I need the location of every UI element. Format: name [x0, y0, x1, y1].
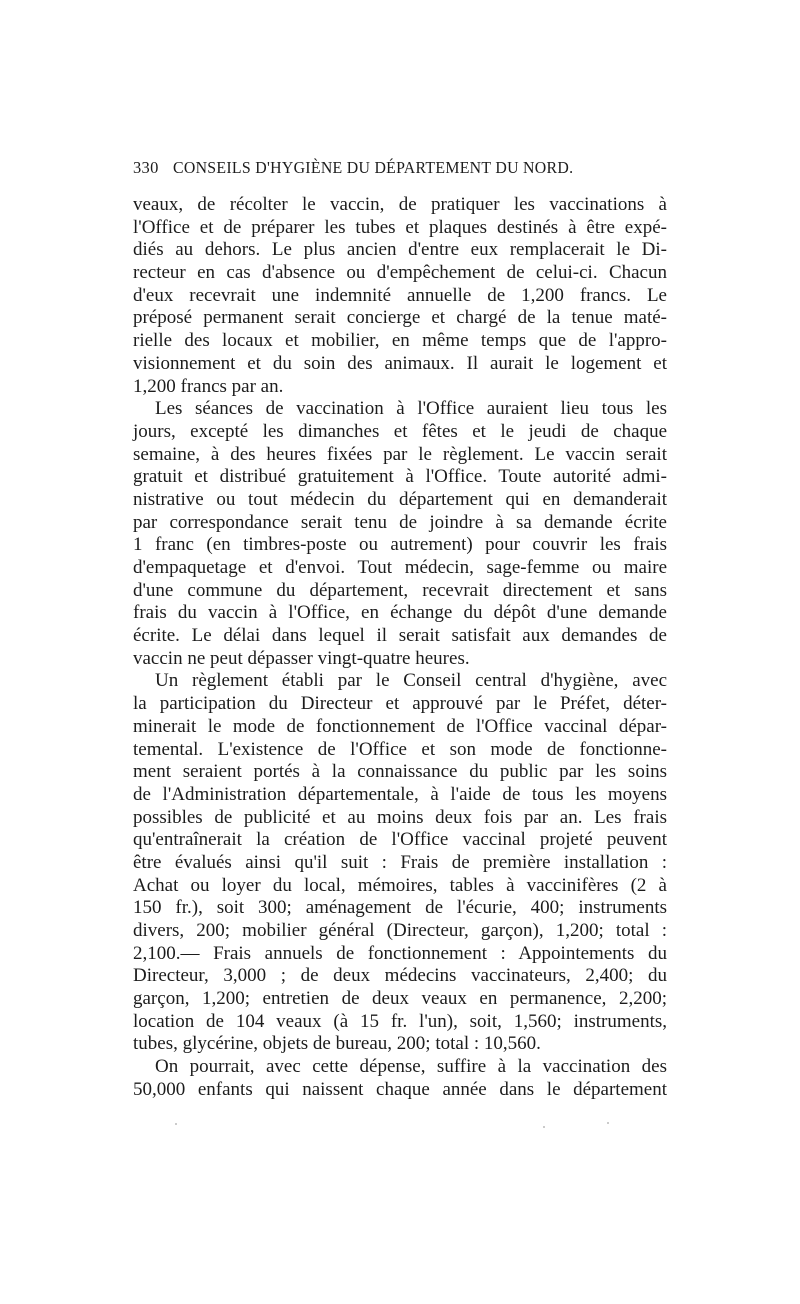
text-line: jours, excepté les dimanches et fêtes et le jeudi de chaque	[133, 420, 667, 442]
text-line: la participation du Directeur et approuvé par le Préfet, déter-	[133, 693, 667, 715]
text-line: On pourrait, avec cette dépense, suffire à la vaccination des	[155, 1056, 667, 1078]
text-line: 2,100.— Frais annuels de fonctionnement : Appointements du	[133, 942, 667, 964]
text-line: Les séances de vaccination à l'Office auraient lieu tous les	[155, 398, 667, 420]
speck	[175, 1123, 177, 1125]
speck	[543, 1126, 545, 1128]
text-line: 1 franc (en timbres-poste ou autrement) pour couvrir les frais	[133, 534, 667, 556]
text-line: Achat ou loyer du local, mémoires, tables à vaccinifères (2 à	[133, 874, 667, 896]
text-line: écrite. Le délai dans lequel il serait satisfait aux demandes de	[133, 625, 667, 647]
text-line: Directeur, 3,000 ; de deux médecins vaccinateurs, 2,400; du	[133, 965, 667, 987]
text-line: tubes, glycérine, objets de bureau, 200; total : 10,560.	[133, 1033, 541, 1055]
text-line: par correspondance serait tenu de joindre à sa demande écrite	[133, 511, 667, 533]
text-line: l'Office et de préparer les tubes et plaques destinés à être expé-	[133, 216, 667, 238]
text-line: frais du vaccin à l'Office, en échange du dépôt d'une demande	[133, 602, 667, 624]
text-line: préposé permanent serait concierge et chargé de la tenue maté-	[133, 307, 667, 329]
text-line: vaccin ne peut dépasser vingt-quatre heures.	[133, 647, 470, 669]
text-line: d'une commune du département, recevrait directement et sans	[133, 579, 667, 601]
text-line: 150 fr.), soit 300; aménagement de l'écurie, 400; instruments	[133, 897, 667, 919]
text-line: ment seraient portés à la connaissance du public par les soins	[133, 761, 667, 783]
text-line: être évalués ainsi qu'il suit : Frais de première installation :	[133, 851, 667, 873]
text-line: divers, 200; mobilier général (Directeur, garçon), 1,200; total :	[133, 920, 667, 941]
running-head	[133, 158, 667, 178]
page-number: 330	[133, 158, 159, 177]
text-line: garçon, 1,200; entretien de deux veaux en permanence, 2,200;	[133, 988, 667, 1010]
text-line: d'empaquetage et d'envoi. Tout médecin, sage-femme ou maire	[133, 557, 667, 578]
text-line: qu'entraînerait la création de l'Office vaccinal projeté peuvent	[133, 829, 667, 851]
text-line: diés au dehors. Le plus ancien d'entre eux remplacerait le Di-	[133, 239, 667, 261]
text-line: Un règlement établi par le Conseil central d'hygiène, avec	[155, 670, 667, 692]
text-line: 50,000 enfants qui naissent chaque année dans le département	[133, 1078, 667, 1100]
text-line: minerait le mode de fonctionnement de l'Office vaccinal dépar-	[133, 715, 667, 737]
text-line: gratuit et distribué gratuitement à l'Office. Toute autorité admi-	[133, 466, 667, 488]
text-line: veaux, de récolter le vaccin, de pratiquer les vaccinations à	[133, 194, 667, 215]
text-line: recteur en cas d'absence ou d'empêchement de celui-ci. Chacun	[133, 262, 667, 284]
text-line: temental. L'existence de l'Office et son mode de fonctionne-	[133, 738, 667, 760]
text-line: 1,200 francs par an.	[133, 375, 284, 397]
text-line: possibles de publicité et au moins deux fois par an. Les frais	[133, 806, 667, 828]
text-line: nistrative ou tout médecin du département qui en demanderait	[133, 488, 667, 510]
text-line: d'eux recevrait une indemnité annuelle de 1,200 francs. Le	[133, 284, 667, 306]
text-line: semaine, à des heures fixées par le règlement. Le vaccin serait	[133, 443, 667, 465]
running-title: CONSEILS D'HYGIÈNE DU DÉPARTEMENT DU NORD.	[173, 158, 574, 177]
text-line: visionnement et du soin des animaux. Il aurait le logement et	[133, 352, 667, 374]
text-line: rielle des locaux et mobilier, en même temps que de l'appro-	[133, 330, 667, 352]
speck	[607, 1122, 609, 1124]
body-text	[133, 194, 667, 1102]
text-line: location de 104 veaux (à 15 fr. l'un), soit, 1,560; instruments,	[133, 1010, 667, 1032]
text-line: de l'Administration départementale, à l'aide de tous les moyens	[133, 783, 667, 805]
scan-specks	[133, 1120, 667, 1130]
